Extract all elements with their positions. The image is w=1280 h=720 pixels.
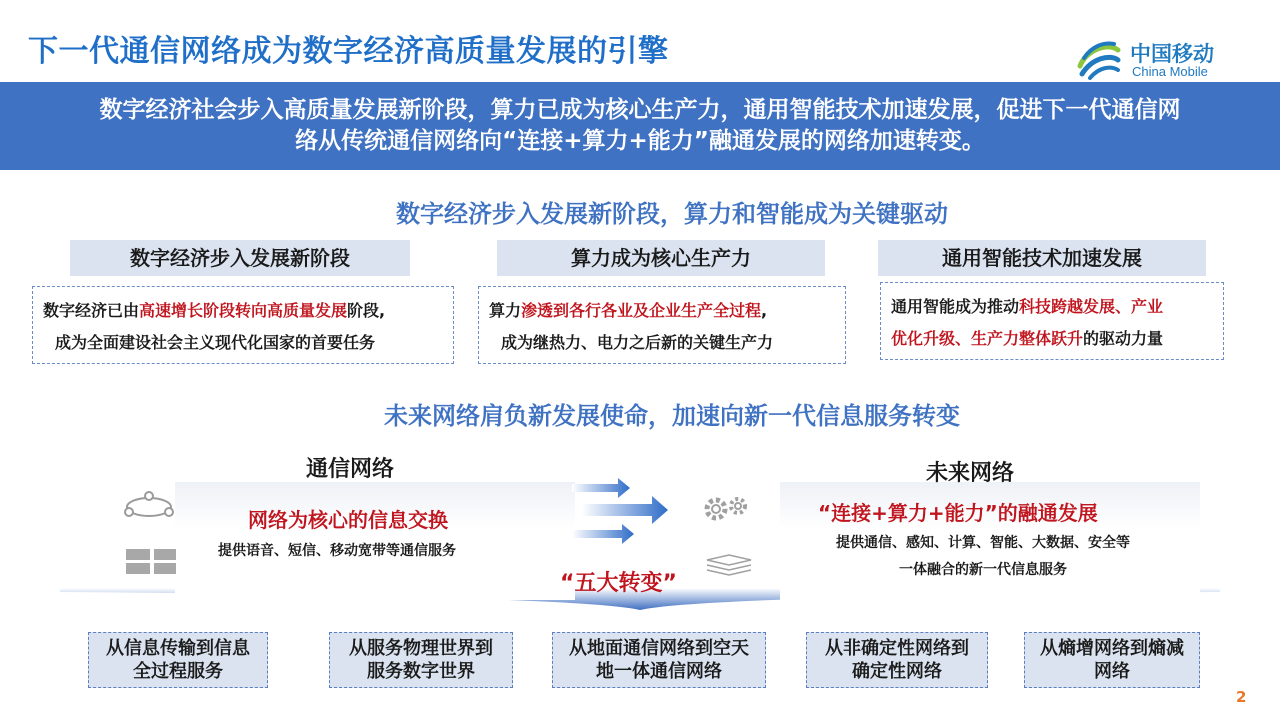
- transformation-3-line-2: 地一体通信网络: [596, 661, 722, 682]
- page-number: 2: [1236, 688, 1247, 706]
- text-segment: 算力: [489, 301, 522, 320]
- transformation-box-4: [806, 632, 988, 688]
- left-core-text: 网络为核心的信息交换: [248, 508, 448, 532]
- transformation-1-line-1: 从信息传输到信息: [106, 638, 250, 659]
- page-title: 下一代通信网络成为数字经济高质量发展的引擎: [28, 34, 669, 69]
- banner-line-2: 络从传统通信网络向“连接+算力+能力”融通发展的网络加速转变。: [295, 128, 985, 154]
- section-2-title: 未来网络肩负新发展使命，加速向新一代信息服务转变: [384, 402, 960, 430]
- highlight-text: 科技跨越发展、产业: [1019, 297, 1164, 316]
- right-sub-text: [808, 530, 1158, 584]
- column-3-head: 通用智能技术加速发展: [878, 240, 1206, 276]
- transformation-2-line-2: 服务数字世界: [367, 661, 475, 682]
- transformation-5-line-1: 从熵增网络到熵减: [1040, 638, 1184, 659]
- column-1-line-2: 成为全面建设社会主义现代化国家的首要任务: [55, 333, 376, 352]
- right-sub-line-2: 一体融合的新一代信息服务: [899, 562, 1067, 578]
- text-segment: 数字经济已由: [43, 301, 140, 320]
- transformation-box-2: [329, 632, 513, 688]
- highlight-text: 高速增长阶段转向高质量发展: [139, 301, 348, 320]
- right-core-text: “连接+算力+能力”的融通发展: [818, 501, 1098, 525]
- text-segment: 的驱动力量: [1083, 329, 1164, 348]
- left-network-title: 通信网络: [306, 457, 395, 482]
- five-transformations-label: “五大转变”: [560, 571, 677, 596]
- column-1-head: 数字经济步入发展新阶段: [70, 240, 410, 276]
- transformation-2-line-1: 从服务物理世界到: [349, 638, 493, 659]
- column-2-text: [478, 286, 846, 364]
- column-2-head: 算力成为核心生产力: [497, 240, 825, 276]
- right-sub-line-1: 提供通信、感知、计算、智能、大数据、安全等: [836, 535, 1130, 551]
- summary-banner: [0, 82, 1280, 170]
- column-1-text: [32, 286, 454, 364]
- right-network-title: 未来网络: [926, 461, 1015, 486]
- text-segment: 阶段,: [347, 301, 386, 320]
- transformation-1-line-2: 全过程服务: [133, 661, 223, 682]
- highlight-text: 渗透到各行各业及企业生产全过程: [521, 301, 762, 320]
- china-mobile-logo: [1074, 36, 1244, 82]
- column-3-text: [880, 282, 1224, 360]
- transformation-4-line-2: 确定性网络: [852, 661, 942, 682]
- transformation-4-line-1: 从非确定性网络到: [825, 638, 969, 659]
- text-segment: ,: [761, 301, 768, 320]
- gears-icon: [694, 492, 754, 526]
- logo-text-en: China Mobile: [1132, 64, 1208, 79]
- column-1-line-1: [43, 295, 443, 327]
- logo-text-cn: 中国移动: [1130, 42, 1214, 66]
- transformation-box-1: [88, 632, 268, 688]
- transformation-box-3: [552, 632, 766, 688]
- transformation-box-5: [1024, 632, 1200, 688]
- column-3-line-1: [891, 291, 1213, 323]
- text-segment: 通用智能成为推动: [891, 297, 1020, 316]
- transformation-5-line-2: 网络: [1094, 661, 1130, 682]
- column-2-line-1: [489, 295, 835, 327]
- transformation-3-line-1: 从地面通信网络到空天: [569, 638, 749, 659]
- layers-icon: [704, 554, 754, 578]
- section-1-title: 数字经济步入发展新阶段，算力和智能成为关键驱动: [396, 200, 948, 228]
- column-3-line-2: [891, 323, 1213, 355]
- left-sub-text: 提供语音、短信、移动宽带等通信服务: [218, 543, 456, 559]
- banner-line-1: 数字经济社会步入高质量发展新阶段，算力已成为核心生产力，通用智能技术加速发展，促进下一代通信网: [99, 97, 1181, 123]
- china-mobile-logo-icon: [1074, 36, 1124, 82]
- panels-icon: [126, 549, 178, 575]
- network-nodes-icon: [120, 490, 178, 520]
- column-2-line-2: 成为继热力、电力之后新的关键生产力: [501, 333, 774, 352]
- arrows-icon: [572, 476, 672, 550]
- highlight-text: 优化升级、生产力整体跃升: [891, 329, 1084, 348]
